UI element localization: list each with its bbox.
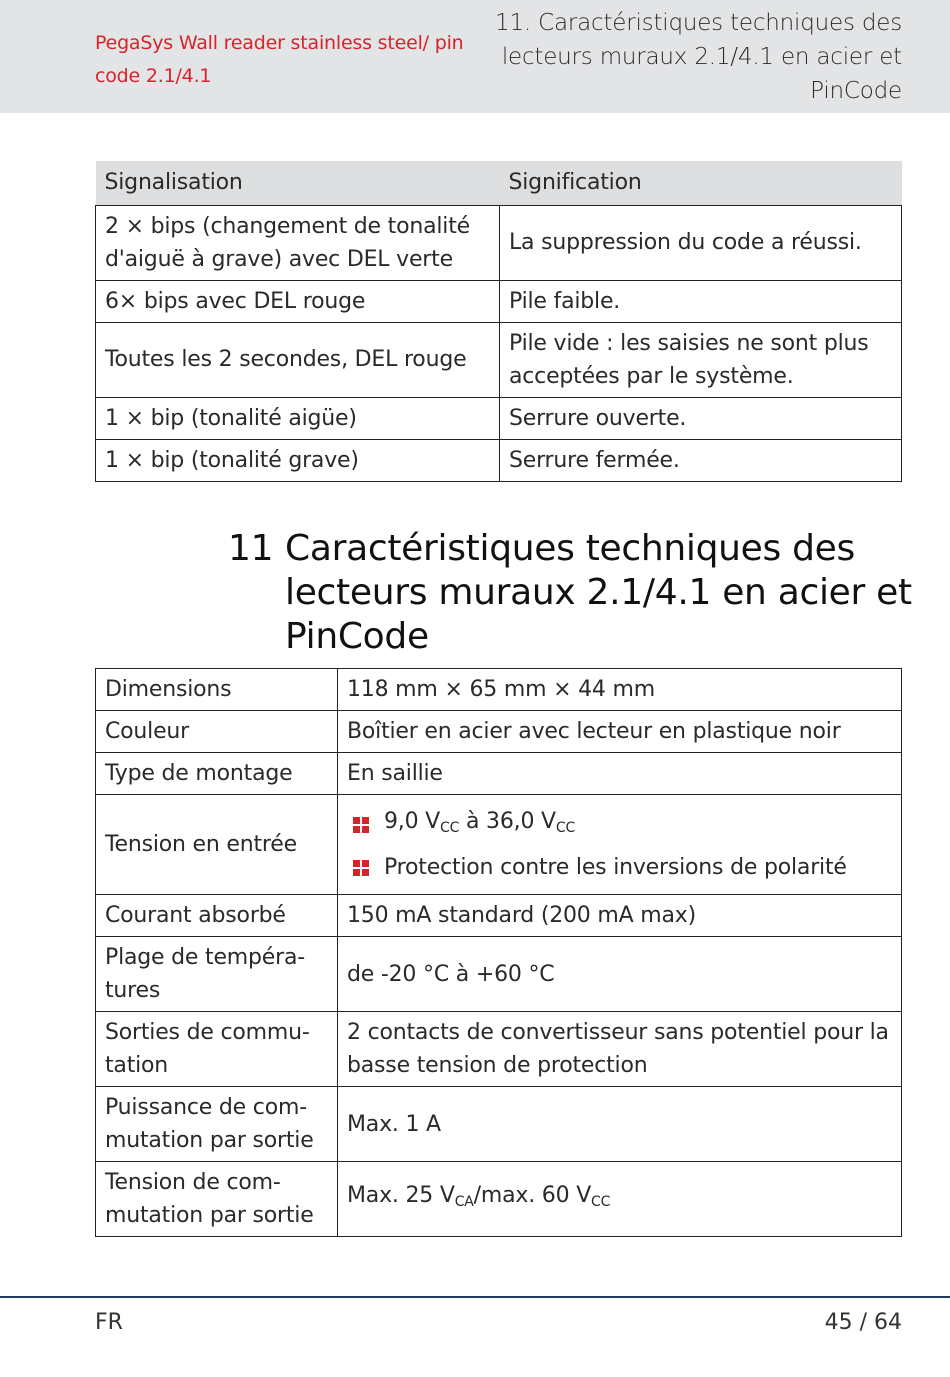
spec-value: 2 contacts de convertisseur sans potentiel pour la basse tension de protection: [338, 1012, 902, 1087]
table-row: [96, 1087, 902, 1162]
column-header: Signalisation: [96, 161, 500, 205]
section-title: Caractéristiques techniques des lecteurs muraux 2.1/4.1 en acier et PinCode: [285, 528, 912, 657]
footer-language: FR: [95, 1310, 123, 1335]
header-product-name: PegaSys Wall reader stainless steel/ pin code 2.1/4.1: [95, 32, 464, 87]
meaning-cell: Serrure ouverte.: [500, 397, 902, 439]
meaning-cell: Pile vide : les saisies ne sont plus acceptées par le système.: [500, 322, 902, 397]
bullet-item: [347, 851, 892, 884]
spec-value: 150 mA standard (200 mA max): [338, 895, 902, 937]
table-row: [96, 280, 902, 322]
spec-label: Courant absorbé: [96, 895, 338, 937]
meaning-cell: Pile faible.: [500, 280, 902, 322]
table-row: [96, 937, 902, 1012]
table-row: [96, 322, 902, 397]
signal-cell: 2 × bips (changement de tonalité d'aiguë à grave) avec DEL verte: [96, 205, 500, 280]
spec-value: de -20 °C à +60 °C: [338, 937, 902, 1012]
spec-label: Couleur: [96, 711, 338, 753]
voltage-range: 9,0 $V_{CC}$ à 36,0 $V_{CC}$: [384, 809, 576, 836]
signal-cell: 1 × bip (tonalité grave): [96, 439, 500, 481]
signal-table: [95, 161, 902, 482]
spec-label: Puissance de com-mutation par sortie: [96, 1087, 338, 1162]
table-row: [96, 669, 902, 711]
bullet-item: [347, 805, 892, 845]
table-row: [96, 753, 902, 795]
spec-label: Dimensions: [96, 669, 338, 711]
meaning-cell: Serrure fermée.: [500, 439, 902, 481]
spec-table: [95, 668, 902, 1237]
spec-value: [338, 795, 902, 895]
page-header: [0, 0, 950, 113]
bullet-square-icon: [353, 817, 369, 833]
signal-cell: 6× bips avec DEL rouge: [96, 280, 500, 322]
polarity-protection: Protection contre les inversions de polarité: [384, 855, 847, 880]
table-row: [96, 795, 902, 895]
bullet-square-icon: [353, 860, 369, 876]
table-row: [96, 439, 902, 481]
signal-cell: Toutes les 2 secondes, DEL rouge: [96, 322, 500, 397]
signal-cell: 1 × bip (tonalité aigüe): [96, 397, 500, 439]
table-row: [96, 1012, 902, 1087]
spec-value: Max. 25 $V_{CA}/\max$. 60 $V_{CC}$: [338, 1162, 902, 1237]
spec-value: En saillie: [338, 753, 902, 795]
spec-value: Max. 1 A: [338, 1087, 902, 1162]
page-number: 45 / 64: [824, 1310, 902, 1335]
spec-label: Tension en entrée: [96, 795, 338, 895]
table-row: [96, 711, 902, 753]
header-chapter-title: 11. Caractéristiques techniques des lecteurs muraux 2.1/4.1 en acier et PinCode: [495, 10, 902, 104]
table-row: [96, 895, 902, 937]
column-header: Signification: [500, 161, 902, 205]
table-row: [96, 397, 902, 439]
table-header-row: [96, 161, 902, 205]
spec-label: Tension de com-mutation par sortie: [96, 1162, 338, 1237]
spec-label: Sorties de commu-tation: [96, 1012, 338, 1087]
spec-label: Type de montage: [96, 753, 338, 795]
section-number: 11: [228, 528, 274, 569]
meaning-cell: La suppression du code a réussi.: [500, 205, 902, 280]
spec-value: Boîtier en acier avec lecteur en plastique noir: [338, 711, 902, 753]
spec-label: Plage de tempéra-tures: [96, 937, 338, 1012]
table-row: [96, 1162, 902, 1237]
footer-divider: [0, 1296, 950, 1298]
spec-value: 118 mm × 65 mm × 44 mm: [338, 669, 902, 711]
table-row: [96, 205, 902, 280]
